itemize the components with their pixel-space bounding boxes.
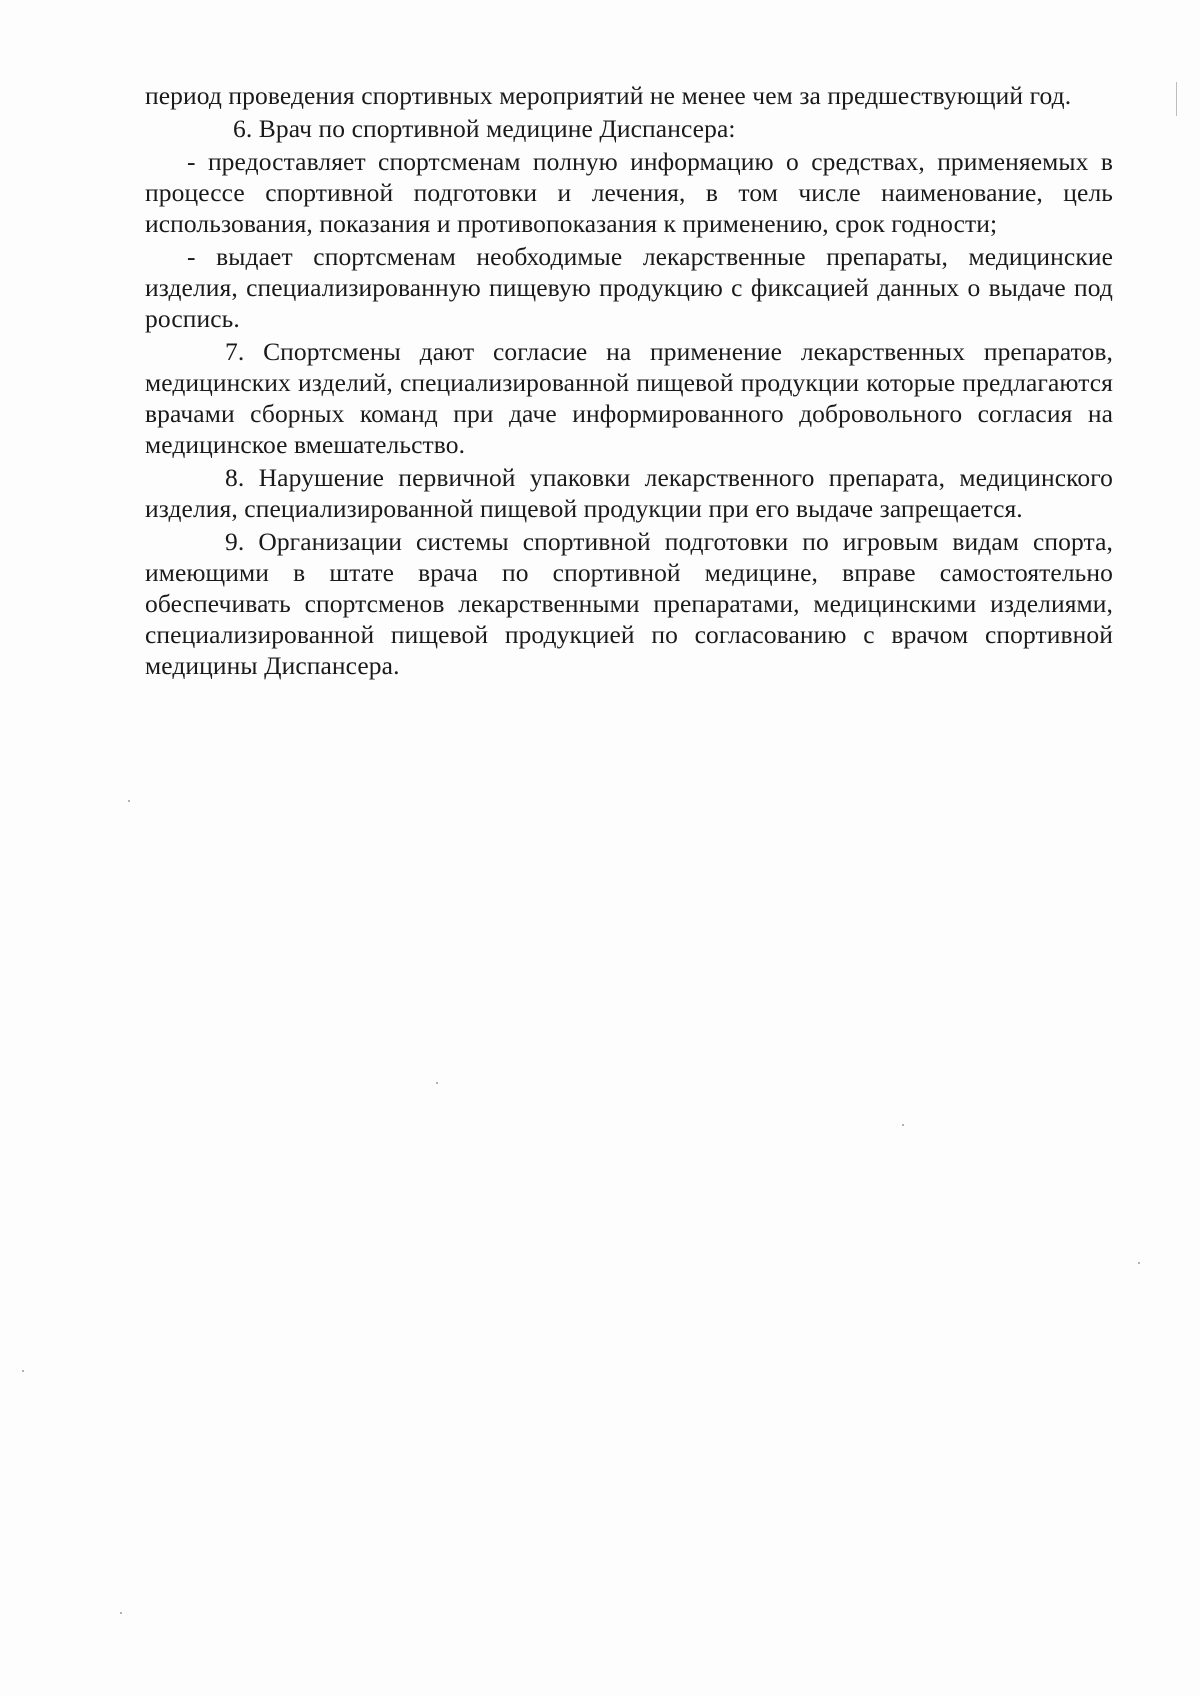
document-body [145, 80, 1113, 683]
paragraph-item-9: 9. Организации системы спортивной подготовки по игровым видам спорта, имеющими в штате врача по спортивной медицине, вправе самостоятельно обеспечивать спортсменов лекарственными препаратами, медицинскими изделиями, специализированной пищевой продукцией по согласованию с врачом спортивной медицины Диспансера. [145, 527, 1113, 680]
paragraph-item-8: 8. Нарушение первичной упаковки лекарственного препарата, медицинского изделия, специализированной пищевой продукции при его выдаче запрещается. [145, 463, 1113, 523]
scan-speck [902, 1124, 904, 1126]
scan-edge-mark [1176, 82, 1177, 116]
scan-speck [120, 1612, 122, 1614]
scan-speck [1138, 1262, 1140, 1264]
scan-speck [436, 1082, 438, 1084]
paragraph-dash-issues-drugs: - выдает спортсменам необходимые лекарственные препараты, медицинские изделия, специализированную пищевую продукцию с фиксацией данных о выдаче под роспись. [145, 242, 1113, 333]
scan-speck [128, 800, 130, 802]
paragraph-item-6: 6. Врач по спортивной медицине Диспансера: [233, 114, 736, 143]
paragraph-item-7: 7. Спортсмены дают согласие на применение лекарственных препаратов, медицинских изделий, специализированной пищевой продукции которые предлагаются врачами сборных команд при даче информированного добровольного согласия на медицинское вмешательство. [145, 337, 1113, 459]
paragraph-dash-provides-info: - предоставляет спортсменам полную информацию о средствах, применяемых в процессе спортивной подготовки и лечения, в том числе наименование, цель использования, показания и противопоказания к применению, срок годности; [145, 147, 1113, 238]
scan-speck [22, 1370, 24, 1372]
paragraph-continuation: период проведения спортивных мероприятий не менее чем за предшествующий год. [145, 81, 1072, 110]
